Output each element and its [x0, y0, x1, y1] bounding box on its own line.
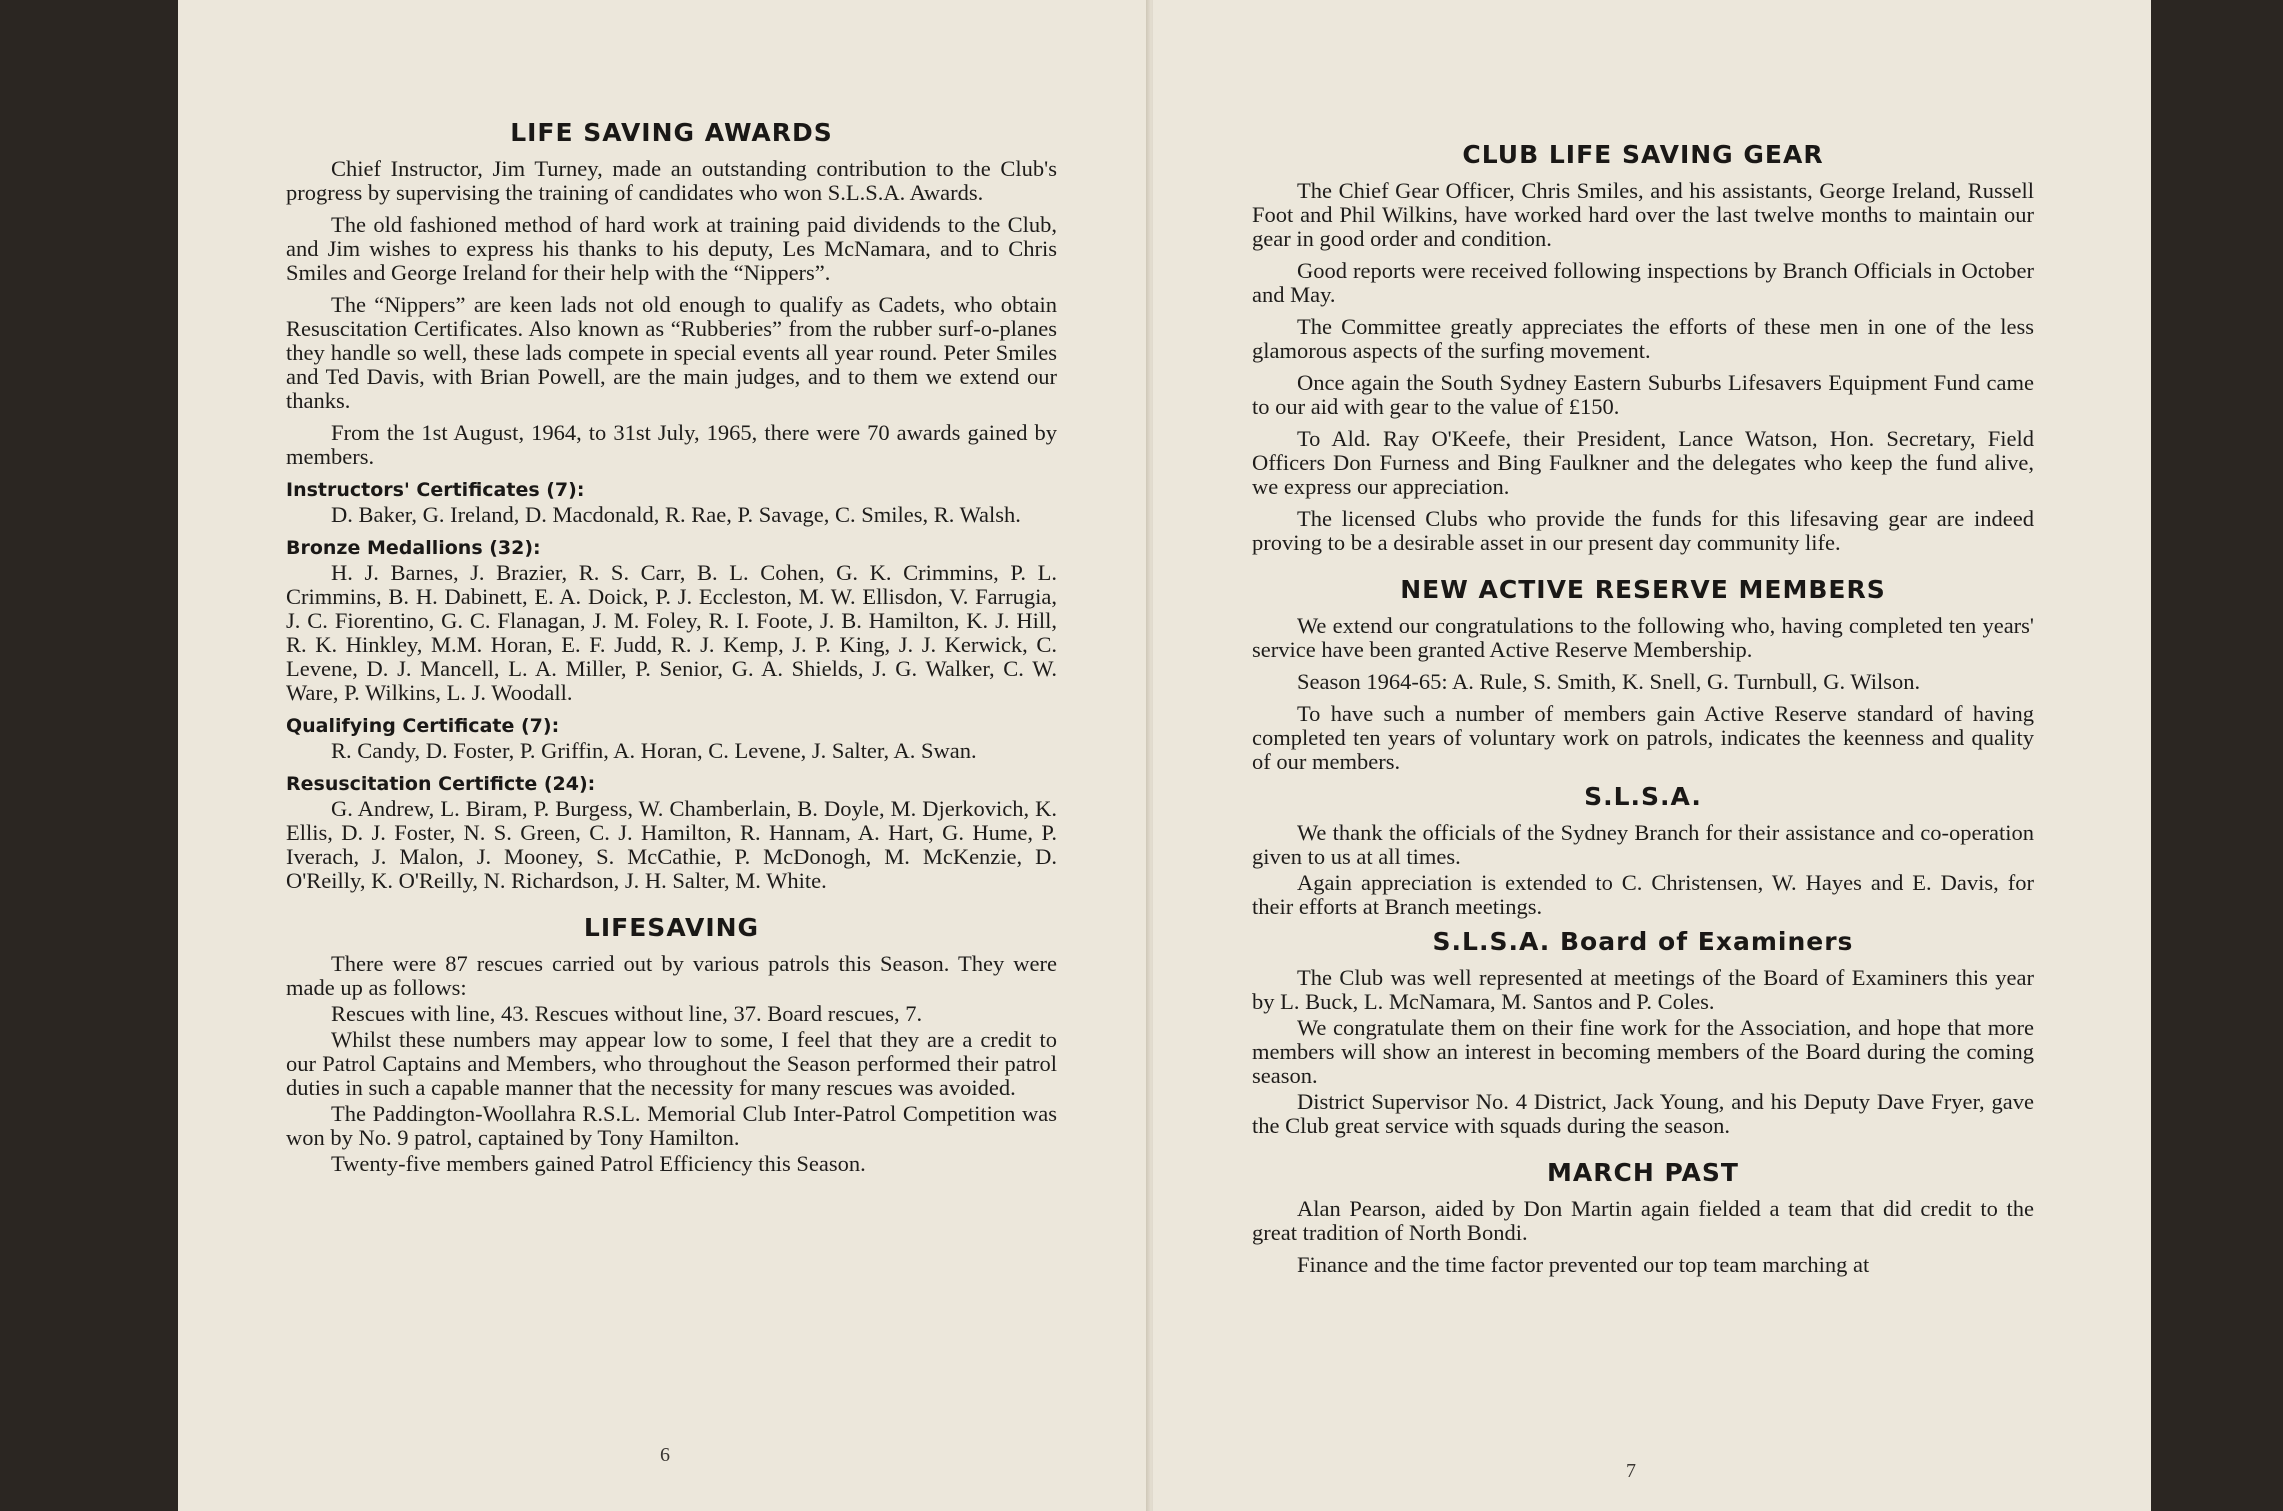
- page-number: 7: [1626, 1460, 1636, 1482]
- march-past-title: MARCH PAST: [1547, 1158, 1739, 1187]
- club-life-saving-gear-title: CLUB LIFE SAVING GEAR: [1462, 140, 1824, 169]
- paragraph: Chief Instructor, Jim Turney, made an outstanding contribution to the Club's progress by supervising the training of candidates who won S.L.S.A. Awards.: [286, 156, 1057, 205]
- lifesaving-title: LIFESAVING: [583, 913, 760, 942]
- paragraph: Once again the South Sydney Eastern Suburbs Lifesavers Equipment Fund came to our aid with gear to the value of £150.: [1252, 370, 2034, 419]
- paragraph: To Ald. Ray O'Keefe, their President, Lance Watson, Hon. Secretary, Field Officers Don Furness and Bing Faulkner and the delegates who keep the fund alive, we express our appreciation.: [1252, 426, 2034, 499]
- paragraph: The Club was well represented at meetings of the Board of Examiners this year by L. Buck, L. McNamara, M. Santos and P. Coles.: [1252, 965, 2034, 1014]
- paragraph: Twenty-five members gained Patrol Efficiency this Season.: [331, 1151, 866, 1176]
- paragraph: District Supervisor No. 4 District, Jack Young, and his Deputy Dave Fryer, gave the Club great service with squads during the season.: [1252, 1089, 2034, 1138]
- right-page: [1153, 0, 2151, 1511]
- slsa-title: S.L.S.A.: [1584, 782, 1702, 811]
- paragraph: Again appreciation is extended to C. Christensen, W. Hayes and E. Davis, for their efforts at Branch meetings.: [1252, 870, 2034, 919]
- paragraph: Whilst these numbers may appear low to some, I feel that they are a credit to our Patrol Captains and Members, who throughout the Season performed their patrol duties in such a capable manner that the necessity for many rescues was avoided.: [286, 1027, 1057, 1100]
- paragraph: From the 1st August, 1964, to 31st July, 1965, there were 70 awards gained by members.: [286, 420, 1057, 469]
- paragraph: The old fashioned method of hard work at training paid dividends to the Club, and Jim wishes to express his thanks to his deputy, Les McNamara, and to Chris Smiles and George Ireland for their help with the “Nippers”.: [286, 212, 1057, 285]
- award-names: R. Candy, D. Foster, P. Griffin, A. Horan, C. Levene, J. Salter, A. Swan.: [331, 738, 977, 763]
- new-active-reserve-members-title: NEW ACTIVE RESERVE MEMBERS: [1400, 575, 1886, 604]
- paragraph: We extend our congratulations to the following who, having completed ten years' service have been granted Active Reserve Membership.: [1252, 613, 2034, 662]
- right-column: [1252, 140, 2034, 1285]
- award-heading: Resuscitation Certificte (24):: [286, 773, 596, 795]
- award-heading: Qualifying Certificate (7):: [286, 715, 560, 737]
- paragraph: Alan Pearson, aided by Don Martin again fielded a team that did credit to the great tradition of North Bondi.: [1252, 1196, 2034, 1245]
- award-heading: Instructors' Certificates (7):: [286, 479, 585, 501]
- paragraph: We thank the officials of the Sydney Branch for their assistance and co-operation given to us at all times.: [1252, 820, 2034, 869]
- paragraph: Finance and the time factor prevented our top team marching at: [1297, 1252, 1870, 1277]
- paragraph: The licensed Clubs who provide the funds for this lifesaving gear are indeed proving to be a desirable asset in our present day community life.: [1252, 506, 2034, 555]
- paragraph: Good reports were received following inspections by Branch Officials in October and May.: [1252, 258, 2034, 307]
- award-heading: Bronze Medallions (32):: [286, 537, 541, 559]
- left-page: [178, 0, 1149, 1511]
- life-saving-awards-title: LIFE SAVING AWARDS: [510, 118, 833, 147]
- paragraph: The Paddington-Woollahra R.S.L. Memorial Club Inter-Patrol Competition was won by No. 9 patrol, captained by Tony Hamilton.: [286, 1101, 1057, 1150]
- paragraph: There were 87 rescues carried out by various patrols this Season. They were made up as follows:: [286, 951, 1057, 1000]
- paragraph: We congratulate them on their fine work for the Association, and hope that more members will show an interest in becoming members of the Board during the coming season.: [1252, 1015, 2034, 1088]
- paragraph: The “Nippers” are keen lads not old enough to qualify as Cadets, who obtain Resuscitation Certificates. Also known as “Rubberies” from the rubber surf-o-planes they handle so well, these lads compete in special events all year round. Peter Smiles and Ted Davis, with Brian Powell, are the main judges, and to them we extend our thanks.: [286, 292, 1057, 413]
- paragraph: Season 1964-65: A. Rule, S. Smith, K. Snell, G. Turnbull, G. Wilson.: [1297, 669, 1921, 694]
- paragraph: To have such a number of members gain Active Reserve standard of having completed ten years of voluntary work on patrols, indicates the keenness and quality of our members.: [1252, 701, 2034, 774]
- paragraph: The Chief Gear Officer, Chris Smiles, and his assistants, George Ireland, Russell Foot and Phil Wilkins, have worked hard over the last twelve months to maintain our gear in good order and condition.: [1252, 178, 2034, 251]
- paragraph: The Committee greatly appreciates the efforts of these men in one of the less glamorous aspects of the surfing movement.: [1252, 314, 2034, 363]
- award-names: D. Baker, G. Ireland, D. Macdonald, R. Rae, P. Savage, C. Smiles, R. Walsh.: [331, 502, 1021, 527]
- board-of-examiners-title: S.L.S.A. Board of Examiners: [1432, 927, 1854, 956]
- award-names: H. J. Barnes, J. Brazier, R. S. Carr, B. L. Cohen, G. K. Crimmins, P. L. Crimmins, B. H. Dabinett, E. A. Doick, P. J. Eccleston, M. W. Ellisdon, V. Farrugia, J. C. Fiorentino, G. C. Flanagan, J. M. Foley, R. I. Foote, J. B. Hamilton, K. J. Hill, R. K. Hinkley, M.M. Horan, E. F. Judd, R. J. Kemp, J. P. King, J. J. Kerwick, C. Levene, D. J. Mancell, L. A. Miller, P. Senior, G. A. Shields, J. G. Walker, C. W. Ware, P. Wilkins, L. J. Woodall.: [286, 560, 1057, 705]
- award-names: G. Andrew, L. Biram, P. Burgess, W. Chamberlain, B. Doyle, M. Djerkovich, K. Ellis, D. J. Foster, N. S. Green, C. J. Hamilton, R. Hannam, A. Hart, G. Hume, P. Iverach, J. Malon, J. Mooney, S. McCathie, P. McDonogh, M. McKenzie, D. O'Reilly, K. O'Reilly, N. Richardson, J. H. Salter, M. White.: [286, 796, 1057, 893]
- paragraph: Rescues with line, 43. Rescues without line, 37. Board rescues, 7.: [331, 1001, 923, 1026]
- page-number: 6: [660, 1444, 670, 1466]
- left-column: [286, 118, 1057, 1178]
